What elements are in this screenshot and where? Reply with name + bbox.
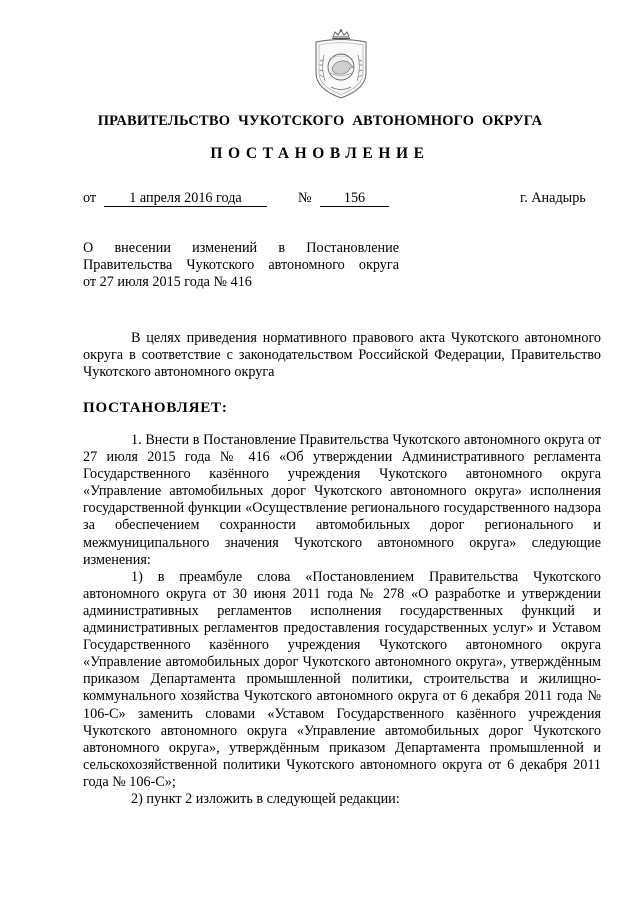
items-block <box>83 432 601 808</box>
item-1: 1. Внести в Постановление Правительства Чукотского автономного округа от 27 июля 2015 года № 416 «Об утверждении Административного регламента Государственного казённого учреждения Чукотского автономного округа «Управление автомобильных дорог Чукотского автономного округа» исполнения государственной функции «Осуществление регионального государственного надзора за обеспечением сохранности автомобильных дорог регионального и межмуниципального значения Чукотского автономного округа» следующие изменения: <box>83 432 601 568</box>
number-sign: № <box>298 190 312 206</box>
title-line-2: Правительства Чукотского автономного округа <box>83 257 399 273</box>
item-1-1: 1) в преамбуле слова «Постановлением Правительства Чукотского автономного округа от 30 июня 2011 года № 278 «О разработке и утверждении административных регламентов исполнения государственных функций и административных регламентов предоставления государственных услуг» и Уставом Государственного казённого учреждения Чукотского автономного округа «Управление автомобильных дорог Чукотского автономного округа», утверждённым приказом Департамента промышленной политики, строительства и жилищно-коммунального хозяйства Чукотского автономного округа от 6 декабря 2011 года № 106-С» заменить словами «Уставом Государственного казённого учреждения Чукотского автономного округа «Управление автомобильных дорог Чукотского автономного округа», утверждённым приказом Департамента промышленной и сельскохозяйственной политики Чукотского автономного округа от 6 декабря 2011 года № 106-С»; <box>83 568 601 790</box>
preamble: В целях приведения нормативного правового акта Чукотского автономного округа в соответствие с законодательством Российской Федерации, Правительство Чукотского автономного округа <box>83 330 601 381</box>
document-number: 156 <box>320 190 389 207</box>
item-1-2: 2) пункт 2 изложить в следующей редакции: <box>131 790 400 807</box>
city: г. Анадырь <box>520 190 586 206</box>
coat-of-arms-icon <box>307 29 375 101</box>
title-line-3: от 27 июля 2015 года № 416 <box>83 274 252 290</box>
title-line-1: О внесении изменений в Постановление <box>83 240 399 256</box>
preamble-block <box>83 330 601 381</box>
document-title <box>83 240 399 291</box>
document-type: ПОСТАНОВЛЕНИЕ <box>210 145 430 162</box>
document-date: 1 апреля 2016 года <box>104 190 267 207</box>
decree-word: ПОСТАНОВЛЯЕТ: <box>83 400 228 416</box>
date-prefix: от <box>83 190 97 206</box>
organization-name: ПРАВИТЕЛЬСТВО ЧУКОТСКОГО АВТОНОМНОГО ОКРУГА <box>97 113 543 129</box>
